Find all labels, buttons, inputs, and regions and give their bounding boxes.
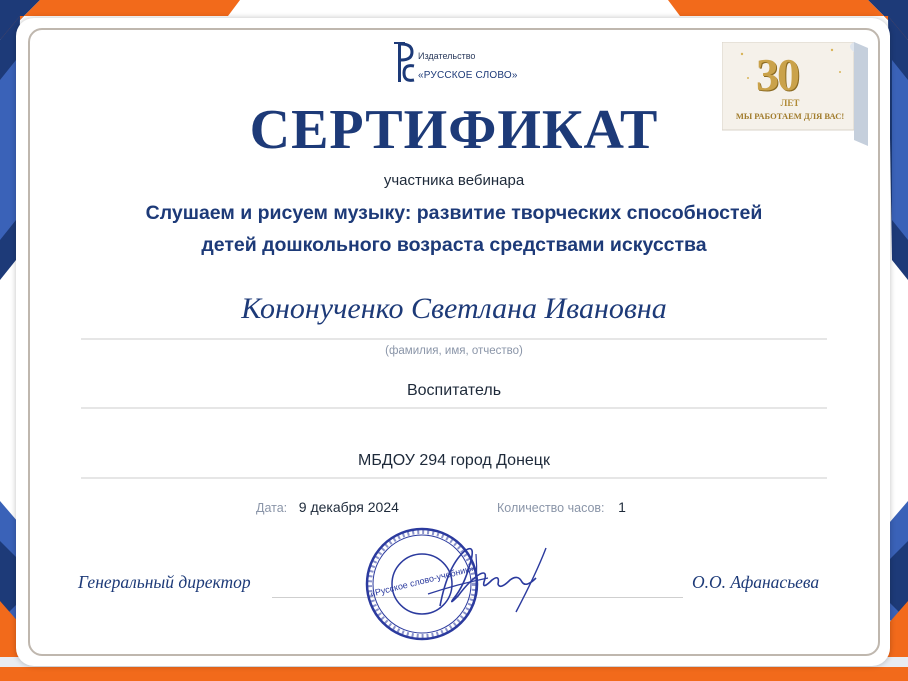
hours-field <box>497 499 626 515</box>
signer-name: О.О. Афанасьева <box>692 572 820 592</box>
signer-role: Генеральный директор <box>78 572 251 592</box>
publisher-name: «РУССКОЕ СЛОВО» <box>418 70 518 81</box>
anniversary-number: 30 <box>756 49 798 100</box>
publisher-label: Издательство <box>418 51 476 61</box>
position-underline <box>81 407 827 409</box>
participant-organization: МБДОУ 294 город Донецк <box>358 452 550 469</box>
hours-label: Количество часов: <box>497 501 605 515</box>
handwritten-signature <box>418 534 568 620</box>
participant-position: Воспитатель <box>406 382 502 399</box>
date-value: 9 декабря 2024 <box>298 499 399 515</box>
name-caption: (фамилия, имя, отчество) <box>385 345 523 357</box>
webinar-topic-line-1: Слушаем и рисуем музыку: развитие творческих способностей <box>145 202 763 224</box>
anniversary-years: ЛЕТ <box>780 98 800 108</box>
stamp-inner-text: «Русское слово-учебник» <box>369 563 475 599</box>
anniversary-slogan: МЫ РАБОТАЕМ ДЛЯ ВАС! <box>735 111 845 121</box>
certificate-subtitle: участника вебинара <box>383 172 525 189</box>
name-underline <box>81 338 827 340</box>
webinar-topic-line-2: детей дошкольного возраста средствами искусства <box>201 234 707 256</box>
bottom-orange-band <box>0 667 908 681</box>
certificate-title: СЕРТИФИКАТ <box>249 99 659 161</box>
organization-underline <box>81 477 827 479</box>
participant-name: Кононученко Светлана Ивановна <box>241 292 667 325</box>
publisher-logo <box>394 40 524 86</box>
publisher-emblem-icon <box>394 40 416 84</box>
hours-value: 1 <box>618 499 626 515</box>
date-field <box>256 499 399 515</box>
date-label: Дата: <box>256 501 288 515</box>
